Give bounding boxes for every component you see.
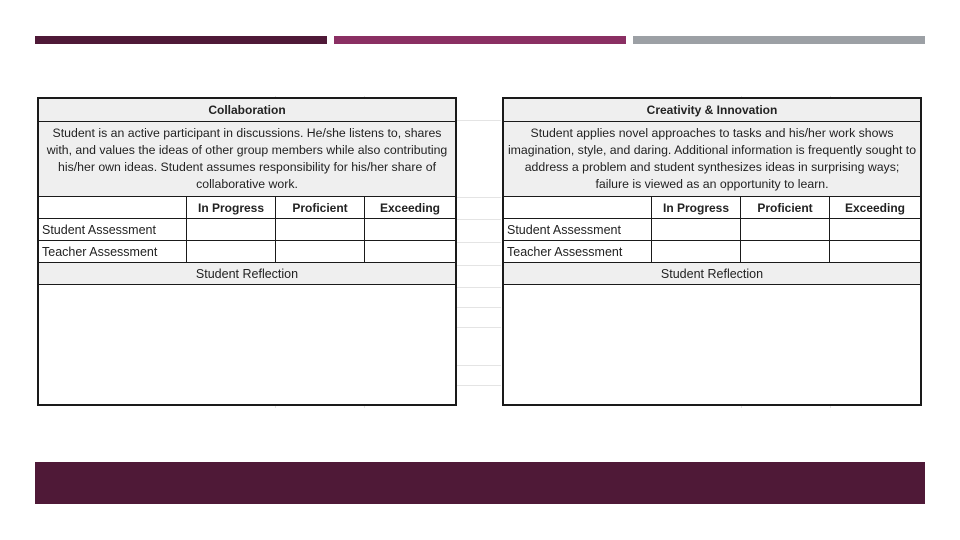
teacher-proficient-cell[interactable]	[741, 241, 830, 263]
student-exceeding-cell[interactable]	[365, 219, 455, 241]
row-label-student-assessment: Student Assessment	[504, 219, 652, 241]
column-header-proficient: Proficient	[741, 197, 830, 219]
spreadsheet-gridline	[455, 265, 501, 266]
top-accent-bar-dark	[35, 36, 327, 44]
spreadsheet-gridline	[455, 287, 501, 288]
teacher-proficient-cell[interactable]	[276, 241, 365, 263]
student-in-progress-cell[interactable]	[187, 219, 276, 241]
bottom-accent-bar	[35, 462, 925, 504]
spreadsheet-gridline	[455, 197, 501, 198]
student-reflection-header: Student Reflection	[39, 263, 455, 285]
spreadsheet-gridline	[455, 307, 501, 308]
column-header-exceeding: Exceeding	[365, 197, 455, 219]
teacher-in-progress-cell[interactable]	[187, 241, 276, 263]
top-accent-bar-mid	[334, 36, 626, 44]
rubric-title: Creativity & Innovation	[504, 99, 920, 122]
spreadsheet-gridline	[455, 365, 501, 366]
teacher-exceeding-cell[interactable]	[830, 241, 920, 263]
collaboration-rubric	[37, 97, 457, 406]
student-reflection-area[interactable]	[39, 285, 455, 404]
student-reflection-header: Student Reflection	[504, 263, 920, 285]
row-label-teacher-assessment: Teacher Assessment	[39, 241, 187, 263]
rubric-description: Student is an active participant in discussions. He/she listens to, shares with, and values the ideas of other group members while also contributing his/her own ideas. Student assumes responsibility for his/her share of collaborative work.	[39, 122, 455, 197]
row-label-teacher-assessment: Teacher Assessment	[504, 241, 652, 263]
header-blank-cell[interactable]	[39, 197, 187, 219]
teacher-exceeding-cell[interactable]	[365, 241, 455, 263]
teacher-in-progress-cell[interactable]	[652, 241, 741, 263]
rubric-title: Collaboration	[39, 99, 455, 122]
row-label-student-assessment: Student Assessment	[39, 219, 187, 241]
top-accent-bar-grey	[633, 36, 925, 44]
column-header-in-progress: In Progress	[187, 197, 276, 219]
spreadsheet-gridline	[455, 120, 501, 121]
rubric-description: Student applies novel approaches to tasks and his/her work shows imagination, style, and daring. Additional information is frequently sought to address a problem and student synthesizes ideas in surprising ways; failure is viewed as an opportunity to learn.	[504, 122, 920, 197]
creativity-innovation-rubric	[502, 97, 922, 406]
column-header-proficient: Proficient	[276, 197, 365, 219]
student-proficient-cell[interactable]	[276, 219, 365, 241]
column-header-exceeding: Exceeding	[830, 197, 920, 219]
column-header-in-progress: In Progress	[652, 197, 741, 219]
student-exceeding-cell[interactable]	[830, 219, 920, 241]
student-reflection-area[interactable]	[504, 285, 920, 404]
spreadsheet-gridline	[455, 327, 501, 328]
spreadsheet-gridline	[455, 242, 501, 243]
student-in-progress-cell[interactable]	[652, 219, 741, 241]
header-blank-cell[interactable]	[504, 197, 652, 219]
spreadsheet-gridline	[455, 219, 501, 220]
spreadsheet-gridline	[455, 385, 501, 386]
student-proficient-cell[interactable]	[741, 219, 830, 241]
